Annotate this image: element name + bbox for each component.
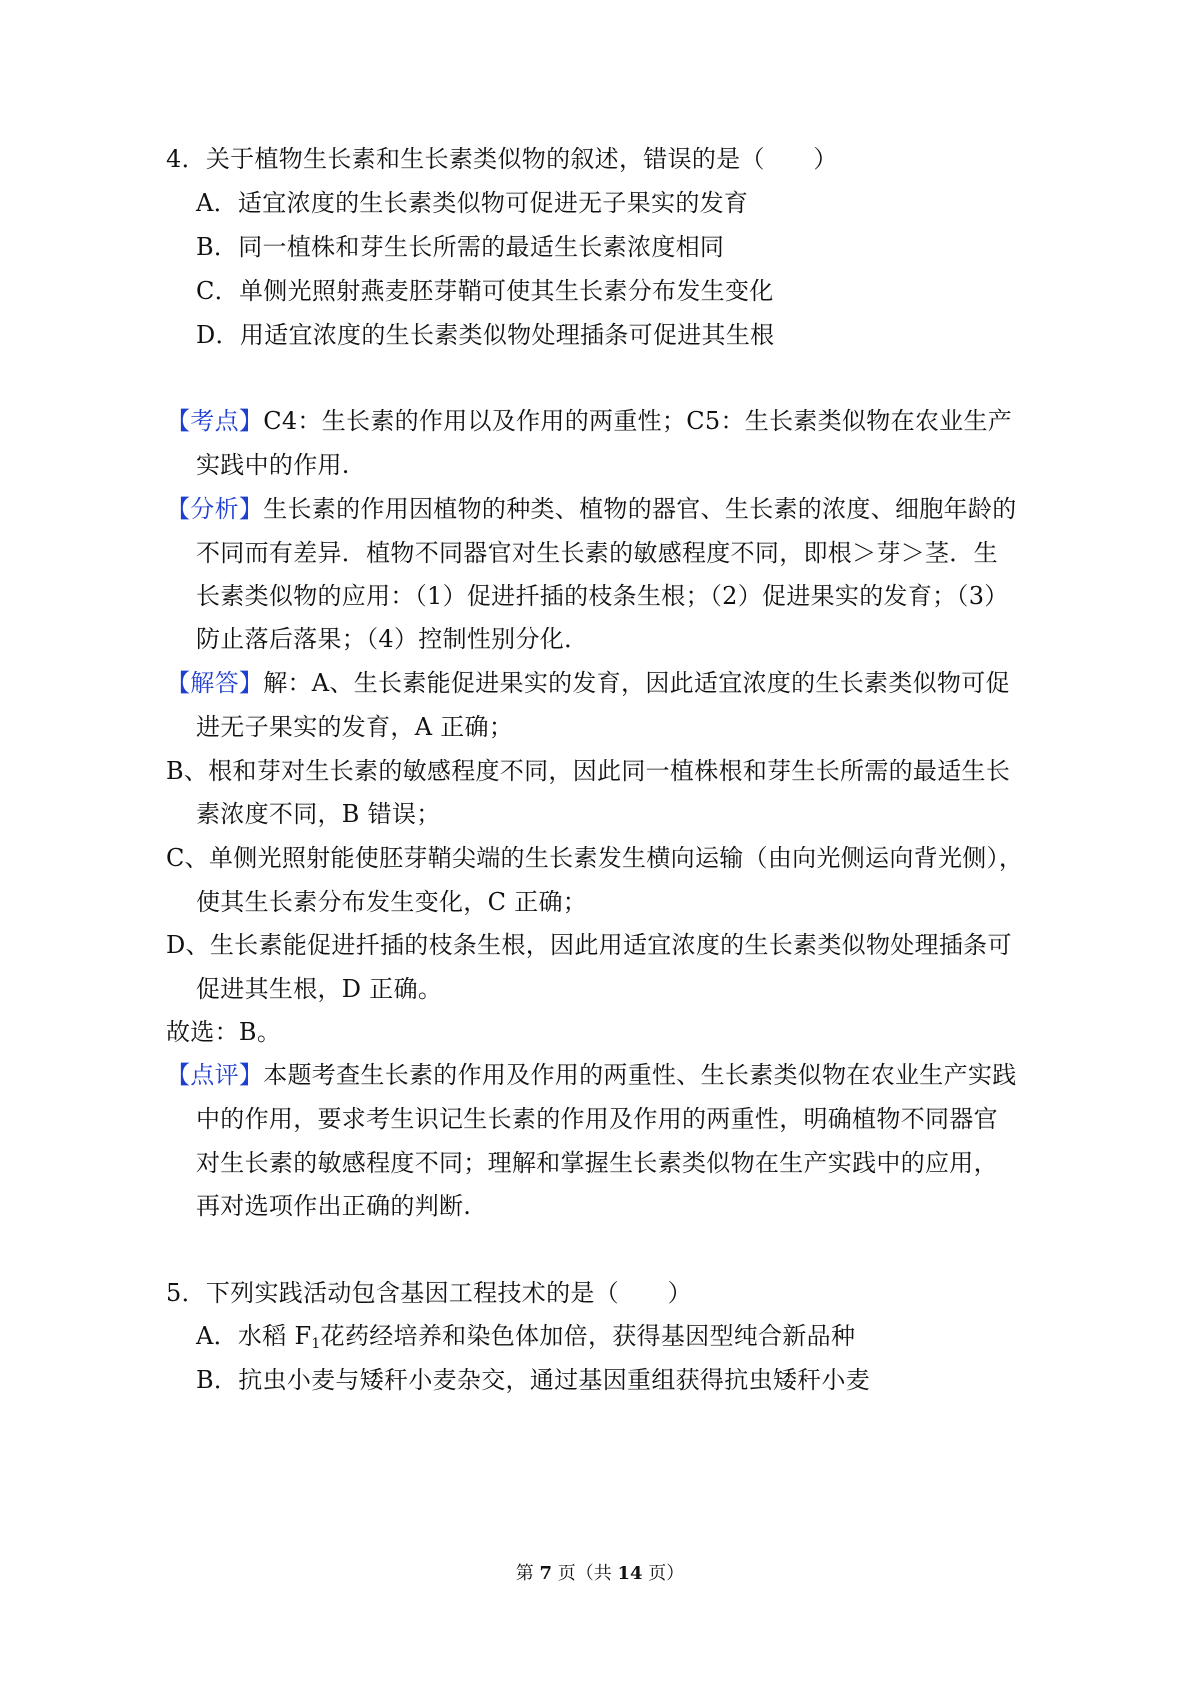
kaodian-tag: 【考点】 [166, 407, 264, 435]
question-4-option-a: A．适宜浓度的生长素类似物可促进无子果实的发育 [196, 189, 749, 217]
question-4-stem: 4．关于植物生长素和生长素类似物的叙述，错误的是（ ） [166, 145, 838, 173]
kaodian-paragraph [166, 405, 1012, 437]
fenxi-paragraph [166, 493, 1017, 525]
jieda-paragraph [166, 667, 1010, 699]
answer-line: 故选：B。 [166, 1018, 282, 1046]
jieda-d-line-2: 促进其生根，D 正确。 [196, 975, 443, 1003]
fenxi-tag: 【分析】 [166, 495, 264, 523]
footer-page-number: 7 [539, 1563, 552, 1584]
dianping-tag: 【点评】 [166, 1061, 264, 1089]
kaodian-text-line-1: C4：生长素的作用以及作用的两重性；C5：生长素类似物在农业生产 [263, 407, 1013, 435]
dianping-text-line-4: 再对选项作出正确的判断. [196, 1192, 472, 1220]
question-4-option-b: B．同一植株和芽生长所需的最适生长素浓度相同 [196, 233, 725, 261]
question-5-option-b: B．抗虫小麦与矮秆小麦杂交，通过基因重组获得抗虫矮秆小麦 [196, 1366, 871, 1394]
subscript-1: 1 [311, 1336, 321, 1352]
jieda-b-line-2: 素浓度不同，B 错误； [196, 800, 441, 828]
question-5-option-a-text: 花药经培养和染色体加倍，获得基因型纯合新品种 [320, 1322, 856, 1350]
fenxi-text-line-4: 防止落后落果；（4）控制性别分化． [196, 625, 589, 653]
question-5-stem: 5．下列实践活动包含基因工程技术的是（ ） [166, 1279, 692, 1307]
question-5-option-a-prefix: A．水稻 F [196, 1322, 312, 1350]
fenxi-text-line-2: 不同而有差异．植物不同器官对生长素的敏感程度不同，即根＞芽＞茎．生 [196, 539, 998, 567]
dianping-text-line-2: 中的作用，要求考生识记生长素的作用及作用的两重性，明确植物不同器官 [196, 1105, 998, 1133]
fenxi-text-line-3: 长素类似物的应用：（1）促进扦插的枝条生根；（2）促进果实的发育；（3） [196, 582, 1009, 610]
question-4-option-c: C．单侧光照射燕麦胚芽鞘可使其生长素分布发生变化 [196, 277, 774, 305]
jieda-c-line-2: 使其生长素分布发生变化，C 正确； [196, 888, 588, 916]
footer-total-pages: 14 [617, 1563, 643, 1584]
dianping-text-line-1: 本题考查生长素的作用及作用的两重性、生长素类似物在农业生产实践 [263, 1061, 1017, 1089]
kaodian-text-line-2: 实践中的作用. [196, 451, 350, 479]
jieda-c-line-1: C、单侧光照射能使胚芽鞘尖端的生长素发生横向运输（由向光侧运向背光侧）， [166, 844, 1024, 872]
footer-suffix: 页） [648, 1563, 685, 1584]
jieda-d-line-1: D、生长素能促进扦插的枝条生根，因此用适宜浓度的生长素类似物处理插条可 [166, 931, 1012, 959]
footer-middle: 页（共 [557, 1563, 612, 1584]
question-4-option-d: D．用适宜浓度的生长素类似物处理插条可促进其生根 [196, 321, 775, 349]
dianping-paragraph [166, 1059, 1017, 1091]
dianping-text-line-3: 对生长素的敏感程度不同；理解和掌握生长素类似物在生产实践中的应用， [196, 1149, 998, 1177]
jieda-tag: 【解答】 [166, 669, 264, 697]
jieda-text-line-2: 进无子果实的发育，A 正确； [196, 713, 514, 741]
jieda-text-line-1: 解：A、生长素能促进果实的发育，因此适宜浓度的生长素类似物可促 [263, 669, 1010, 697]
footer-prefix: 第 [515, 1563, 534, 1584]
fenxi-text-line-1: 生长素的作用因植物的种类、植物的器官、生长素的浓度、细胞年龄的 [263, 495, 1017, 523]
jieda-b-line-1: B、根和芽对生长素的敏感程度不同，因此同一植株根和芽生长所需的最适生长 [166, 757, 1011, 785]
question-5-option-a [196, 1320, 855, 1360]
page-footer [0, 1562, 1200, 1586]
